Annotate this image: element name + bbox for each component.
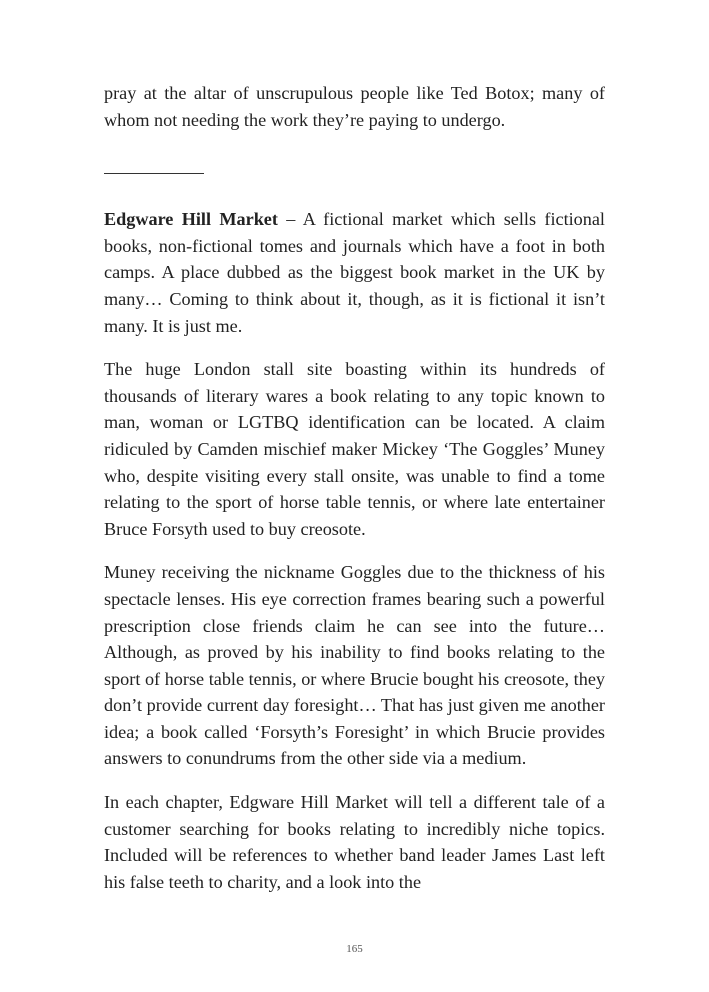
- page-number: 165: [346, 943, 363, 955]
- paragraph-edgware-hill-market: [104, 206, 605, 339]
- page-body: [104, 80, 605, 895]
- paragraph-continuation: pray at the altar of unscrupulous people like Ted Botox; many of whom not needing the work they’re paying to undergo.: [104, 83, 605, 130]
- section-divider: [104, 173, 204, 174]
- term-heading: Edgware Hill Market: [104, 209, 278, 230]
- paragraph-muney-goggles: Muney receiving the nickname Goggles due to the thickness of his spectacle lenses. His eye correction frames bearing such a powerful prescription close friends claim he can see into the future… Although, as proved by his inability to find books relating to the sport of horse table tennis, or where Brucie bought his creosote, they don’t provide current day foresight… That has just given me another idea; a book called ‘Forsyth’s Foresight’ in which Brucie provides answers to conundrums from the other side via a medium.: [104, 562, 605, 769]
- paragraph-each-chapter: In each chapter, Edgware Hill Market will tell a different tale of a customer searching for books relating to incredibly niche topics. Included will be references to whether band leader James Last left his false teeth to charity, and a look into the: [104, 792, 605, 892]
- term-definition: – A fictional market which sells fictional books, non-fictional tomes and journals which have a foot in both camps. A place dubbed as the biggest book market in the UK by many… Coming to think about it, though, as it is fictional it isn’t many. It is just me.: [104, 209, 605, 336]
- paragraph-london-stall-site: The huge London stall site boasting within its hundreds of thousands of literary wares a book relating to any topic known to man, woman or LGTBQ identification can be located. A claim ridiculed by Camden mischief maker Mickey ‘The Goggles’ Muney who, despite visiting every stall onsite, was unable to find a tome relating to the sport of horse table tennis, or where late entertainer Bruce Forsyth used to buy creosote.: [104, 359, 605, 539]
